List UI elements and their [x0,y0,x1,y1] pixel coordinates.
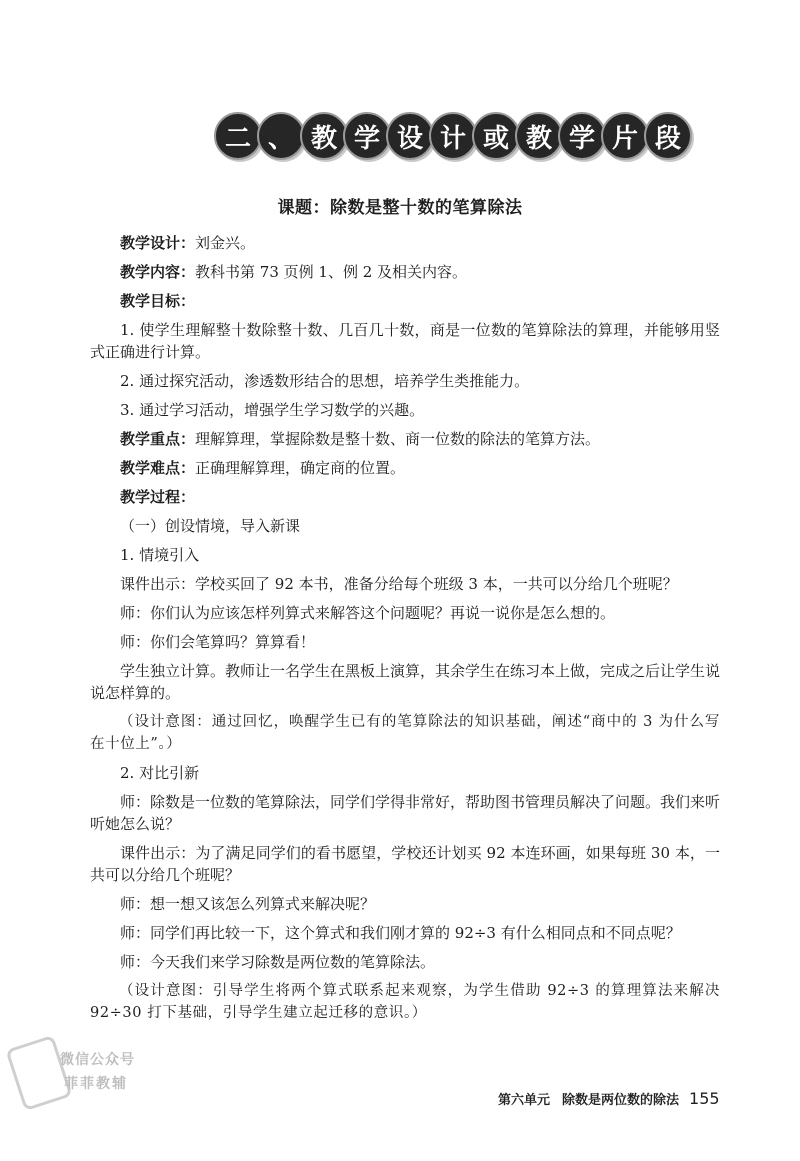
design-intent-note: （设计意图：引导学生将两个算式联系起来观察，为学生借助 92÷3 的算理算法来解决 92÷30 打下基础，引导学生建立起迁移的意识。） [90,983,720,1021]
section-banner [214,112,687,160]
process-paragraph: 师：除数是一位数的笔算除法，同学们学得非常好，帮助图书管理员解决了问题。我们来听听她怎么说？ [90,793,721,833]
process-paragraph: 师：你们会笔算吗？算算看！ [120,633,316,651]
design-label: 教学设计： [120,234,196,252]
process-paragraph: 1. 情境引入 [120,546,200,564]
watermark [12,1035,152,1115]
goal-item: 2. 通过探究活动，渗透数形结合的思想，培养学生类推能力。 [120,372,530,390]
process-paragraph: 2. 对比引新 [120,764,200,782]
design-text: 刘金兴。 [195,234,256,252]
banner-char: 或 [472,112,520,160]
watermark-phone-icon [5,1035,72,1111]
banner-char: 、 [257,112,305,160]
lesson-title: 课题：除数是整十数的笔算除法 [277,198,523,218]
content-label: 教学内容： [120,263,196,281]
process-paragraph: 课件出示：学校买回了 92 本书，准备分给每个班级 3 本，一共可以分给几个班呢？ [120,575,678,593]
process-paragraph: 课件出示：为了满足同学们的看书愿望，学校还计划买 92 本连环画，如果每班 30 本，一共可以分给几个班呢？ [90,844,720,884]
content-text: 教科书第 73 页例 1、例 2 及相关内容。 [195,263,468,281]
banner-char: 教 [300,112,348,160]
process-paragraph: 师：你们认为应该怎样列算式来解答这个问题呢？再说一说你是怎么想的。 [120,604,616,622]
process-paragraph: 学生独立计算。教师让一名学生在黑板上演算，其余学生在练习本上做，完成之后让学生说说怎样算的。 [90,662,721,702]
banner-char: 学 [343,112,391,160]
watermark-line2: 菲菲教辅 [64,1076,128,1092]
lesson-content [90,232,720,1031]
design-intent-note: （设计意图：通过回忆，唤醒学生已有的笔算除法的知识基础，阐述“商中的 3 为什么写在十位上”。） [90,714,720,752]
goal-item: 1. 使学生理解整十数除整十数、几百几十数，商是一位数的笔算除法的算理，并能够用竖式正确进行计算。 [90,321,720,361]
banner-char: 二 [214,112,262,160]
banner-char: 片 [601,112,649,160]
page-footer [498,1089,720,1108]
content-line [90,261,720,283]
process-paragraph: 师：想一想又该怎么列算式来解决呢？ [120,895,376,913]
goals-label: 教学目标： [120,292,196,310]
banner-char: 设 [386,112,434,160]
footer-unit: 第六单元 [498,1093,551,1108]
key-point-line [90,428,720,450]
key-point-label: 教学重点： [120,430,196,448]
goal-item: 3. 通过学习活动，增强学生学习数学的兴趣。 [120,401,425,419]
process-label: 教学过程： [120,488,196,506]
design-line [90,232,720,254]
process-paragraph: 师：同学们再比较一下，这个算式和我们刚才算的 92÷3 有什么相同点和不同点呢？ [120,924,681,942]
banner-char: 段 [644,112,692,160]
banner-char: 计 [429,112,477,160]
key-point-text: 理解算理，掌握除数是整十数、商一位数的除法的笔算方法。 [195,430,601,448]
difficulty-label: 教学难点： [120,459,196,477]
footer-chapter: 除数是两位数的除法 [562,1093,680,1108]
process-paragraph: 师：今天我们来学习除数是两位数的笔算除法。 [120,953,436,971]
difficulty-line [90,457,720,479]
watermark-line1: 微信公众号 [60,1052,135,1068]
process-paragraph: （一）创设情境，导入新课 [120,517,301,535]
banner-char: 教 [515,112,563,160]
goals-heading [90,290,720,312]
difficulty-text: 正确理解算理，确定商的位置。 [195,459,406,477]
process-heading [90,486,720,508]
banner-char: 学 [558,112,606,160]
page-number: 155 [689,1089,720,1108]
